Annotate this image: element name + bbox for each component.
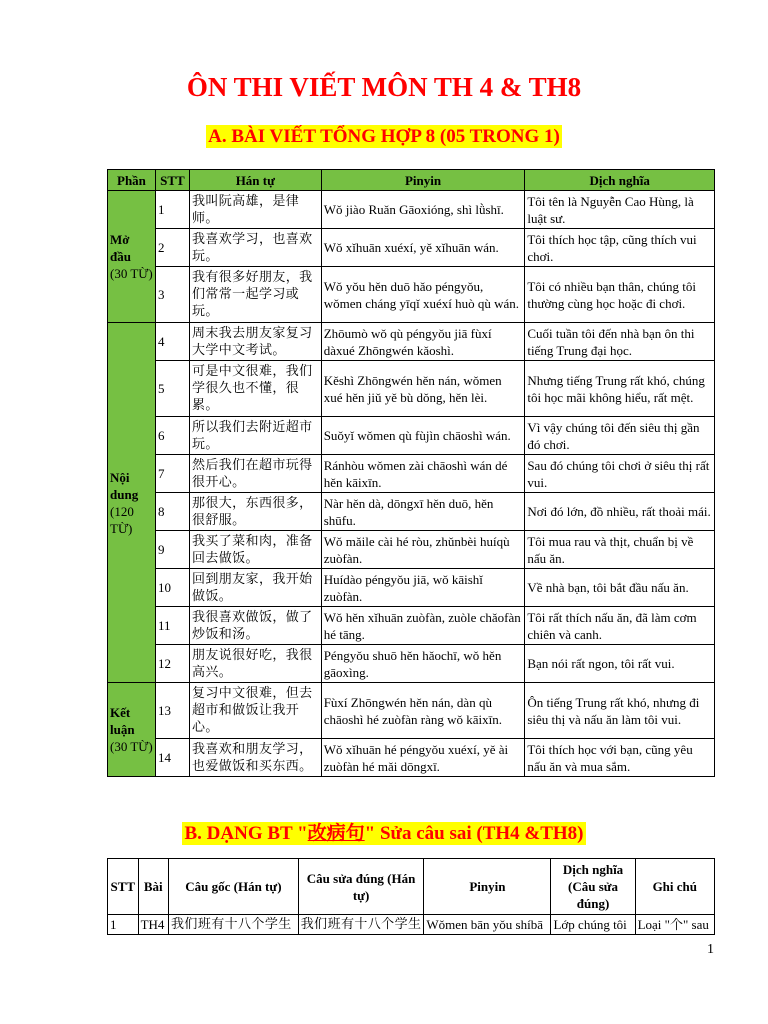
section-b-heading-wrap bbox=[0, 818, 768, 845]
table-header-row bbox=[108, 859, 715, 915]
cell-pinyin: Kěshì Zhōngwén hěn nán, wǒmen xué hěn jiǔ yě bù dǒng, hěn lèi. bbox=[321, 361, 525, 417]
cell-cau-sua: 我们班有十八个学生 bbox=[298, 915, 424, 935]
cell-stt: 1 bbox=[155, 191, 189, 229]
col-header-cau-sua: Câu sửa đúng (Hán tự) bbox=[298, 859, 424, 915]
group-count: (120 TỪ) bbox=[110, 503, 134, 536]
group-count: (30 TỪ) bbox=[110, 739, 153, 754]
col-header-bai: Bài bbox=[138, 859, 168, 915]
col-header-ghi-chu: Ghi chú bbox=[635, 859, 714, 915]
col-header-stt: STT bbox=[155, 170, 189, 191]
group-count: (30 TỪ) bbox=[110, 266, 153, 281]
cell-stt: 6 bbox=[155, 417, 189, 455]
cell-cau-goc: 我们班有十八个学生 bbox=[169, 915, 299, 935]
group-cell-noi-dung bbox=[108, 323, 156, 683]
cell-ghi-chu: Loại "个" sau bbox=[635, 915, 714, 935]
cell-stt: 8 bbox=[155, 493, 189, 531]
table-row bbox=[108, 607, 715, 645]
col-header-dich-nghia: Dịch nghĩa bbox=[525, 170, 715, 191]
cell-han: 然后我们在超市玩得很开心。 bbox=[189, 455, 321, 493]
page-title: ÔN THI VIẾT MÔN TH 4 & TH8 bbox=[186, 72, 582, 102]
cell-dich: Tôi rất thích nấu ăn, đã làm cơm chiên và canh. bbox=[525, 607, 715, 645]
cell-pinyin: Péngyǒu shuō hěn hǎochī, wǒ hěn gāoxìng. bbox=[321, 645, 525, 683]
cell-pinyin: Wǒmen bān yǒu shíbā bbox=[424, 915, 551, 935]
cell-dich: Tôi thích học với bạn, cũng yêu nấu ăn và mua sắm. bbox=[525, 739, 715, 777]
cell-han: 我很喜欢做饭，做了炒饭和汤。 bbox=[189, 607, 321, 645]
group-cell-mo-dau bbox=[108, 191, 156, 323]
cell-han: 我买了菜和肉，准备回去做饭。 bbox=[189, 531, 321, 569]
cell-pinyin: Wǒ mǎile cài hé ròu, zhǔnbèi huíqù zuòfàn. bbox=[321, 531, 525, 569]
cell-pinyin: Wǒ hěn xǐhuān zuòfàn, zuòle chǎofàn hé tāng. bbox=[321, 607, 525, 645]
table-row bbox=[108, 267, 715, 323]
essay-table bbox=[107, 169, 715, 777]
cell-pinyin: Zhōumò wǒ qù péngyǒu jiā fùxí dàxué Zhōngwén kǎoshì. bbox=[321, 323, 525, 361]
cell-dich: Tôi có nhiều bạn thân, chúng tôi thường cùng học hoặc đi chơi. bbox=[525, 267, 715, 323]
group-name: Mở đầu bbox=[110, 232, 131, 264]
table-row bbox=[108, 229, 715, 267]
cell-stt: 14 bbox=[155, 739, 189, 777]
cell-stt: 4 bbox=[155, 323, 189, 361]
group-name: Nội dung bbox=[110, 469, 139, 502]
cell-pinyin: Fùxí Zhōngwén hěn nán, dàn qù chāoshì hé zuòfàn ràng wǒ kāixīn. bbox=[321, 683, 525, 739]
cell-stt: 12 bbox=[155, 645, 189, 683]
table-row bbox=[108, 323, 715, 361]
cell-pinyin: Ránhòu wǒmen zài chāoshì wán dé hěn kāixīn. bbox=[321, 455, 525, 493]
table-header-row bbox=[108, 170, 715, 191]
cell-stt: 13 bbox=[155, 683, 189, 739]
cell-dich: Ôn tiếng Trung rất khó, nhưng đi siêu thị và nấu ăn làm tôi vui. bbox=[525, 683, 715, 739]
cell-dich: Vì vậy chúng tôi đến siêu thị gần đó chơi. bbox=[525, 417, 715, 455]
cell-dich: Tôi mua rau và thịt, chuẩn bị về nấu ăn. bbox=[525, 531, 715, 569]
cell-stt: 7 bbox=[155, 455, 189, 493]
col-header-dich-nghia: Dịch nghĩa (Câu sửa đúng) bbox=[551, 859, 635, 915]
cell-stt: 2 bbox=[155, 229, 189, 267]
cell-han: 回到朋友家，我开始做饭。 bbox=[189, 569, 321, 607]
col-header-stt: STT bbox=[108, 859, 139, 915]
cell-han: 我有很多好朋友，我们常常一起学习或玩。 bbox=[189, 267, 321, 323]
cell-han: 复习中文很难，但去超市和做饭让我开心。 bbox=[189, 683, 321, 739]
cell-pinyin: Huídào péngyǒu jiā, wǒ kāishǐ zuòfàn. bbox=[321, 569, 525, 607]
col-header-han-tu: Hán tự bbox=[189, 170, 321, 191]
col-header-pinyin: Pinyin bbox=[321, 170, 525, 191]
section-b-heading-suffix: " Sửa câu sai (TH4 &TH8) bbox=[364, 823, 584, 844]
cell-han: 我喜欢和朋友学习，也爱做饭和买东西。 bbox=[189, 739, 321, 777]
cell-dich: Nhưng tiếng Trung rất khó, chúng tôi học mãi không hiểu, rất mệt. bbox=[525, 361, 715, 417]
correction-table bbox=[107, 858, 715, 935]
cell-han: 所以我们去附近超市玩。 bbox=[189, 417, 321, 455]
cell-dich: Nơi đó lớn, đồ nhiều, rất thoải mái. bbox=[525, 493, 715, 531]
cell-dich: Cuối tuần tôi đến nhà bạn ôn thi tiếng Trung đại học. bbox=[525, 323, 715, 361]
cell-pinyin: Suǒyǐ wǒmen qù fùjìn chāoshì wán. bbox=[321, 417, 525, 455]
cell-han: 可是中文很难，我们学很久也不懂，很累。 bbox=[189, 361, 321, 417]
cell-dich: Về nhà bạn, tôi bắt đầu nấu ăn. bbox=[525, 569, 715, 607]
table-row bbox=[108, 683, 715, 739]
cell-pinyin: Wǒ xǐhuān xuéxí, yě xǐhuān wán. bbox=[321, 229, 525, 267]
col-header-pinyin: Pinyin bbox=[424, 859, 551, 915]
cell-han: 我叫阮高雄，是律师。 bbox=[189, 191, 321, 229]
group-name: Kết luận bbox=[110, 705, 135, 737]
section-a-heading-wrap bbox=[0, 126, 768, 148]
cell-stt: 10 bbox=[155, 569, 189, 607]
table-row bbox=[108, 417, 715, 455]
table-row bbox=[108, 361, 715, 417]
section-a-heading: A. BÀI VIẾT TỔNG HỢP 8 (05 TRONG 1) bbox=[208, 126, 560, 147]
cell-han: 我喜欢学习，也喜欢玩。 bbox=[189, 229, 321, 267]
table-row bbox=[108, 739, 715, 777]
table-row bbox=[108, 455, 715, 493]
col-header-cau-goc: Câu gốc (Hán tự) bbox=[169, 859, 299, 915]
cell-stt: 1 bbox=[108, 915, 139, 935]
cell-pinyin: Wǒ xǐhuān hé péngyǒu xuéxí, yě ài zuòfàn hé mǎi dōngxī. bbox=[321, 739, 525, 777]
cell-dich: Lớp chúng tôi bbox=[551, 915, 635, 935]
cell-stt: 9 bbox=[155, 531, 189, 569]
cell-han: 那很大，东西很多，很舒服。 bbox=[189, 493, 321, 531]
cell-han: 周末我去朋友家复习大学中文考试。 bbox=[189, 323, 321, 361]
table-row bbox=[108, 645, 715, 683]
cell-dich: Bạn nói rất ngon, tôi rất vui. bbox=[525, 645, 715, 683]
cell-han: 朋友说很好吃，我很高兴。 bbox=[189, 645, 321, 683]
cell-pinyin: Nàr hěn dà, dōngxī hěn duō, hěn shūfu. bbox=[321, 493, 525, 531]
section-b-heading-keyword: 改病句 bbox=[307, 823, 365, 844]
col-header-phan: Phần bbox=[108, 170, 156, 191]
table-row bbox=[108, 569, 715, 607]
cell-bai: TH4 bbox=[138, 915, 168, 935]
cell-stt: 5 bbox=[155, 361, 189, 417]
section-b-heading bbox=[182, 822, 585, 845]
cell-stt: 11 bbox=[155, 607, 189, 645]
table-row bbox=[108, 493, 715, 531]
table-row bbox=[108, 191, 715, 229]
table-row bbox=[108, 531, 715, 569]
cell-dich: Sau đó chúng tôi chơi ở siêu thị rất vui. bbox=[525, 455, 715, 493]
cell-dich: Tôi thích học tập, cũng thích vui chơi. bbox=[525, 229, 715, 267]
cell-dich: Tôi tên là Nguyễn Cao Hùng, là luật sư. bbox=[525, 191, 715, 229]
cell-pinyin: Wǒ jiào Ruǎn Gāoxióng, shì lǜshī. bbox=[321, 191, 525, 229]
section-b-heading-prefix: B. DẠNG BT " bbox=[184, 823, 308, 844]
group-cell-ket-luan bbox=[108, 683, 156, 777]
table-row bbox=[108, 915, 715, 935]
cell-pinyin: Wǒ yǒu hěn duō hǎo péngyǒu, wǒmen cháng yīqǐ xuéxí huò qù wán. bbox=[321, 267, 525, 323]
cell-stt: 3 bbox=[155, 267, 189, 323]
page-number: 1 bbox=[707, 942, 714, 957]
